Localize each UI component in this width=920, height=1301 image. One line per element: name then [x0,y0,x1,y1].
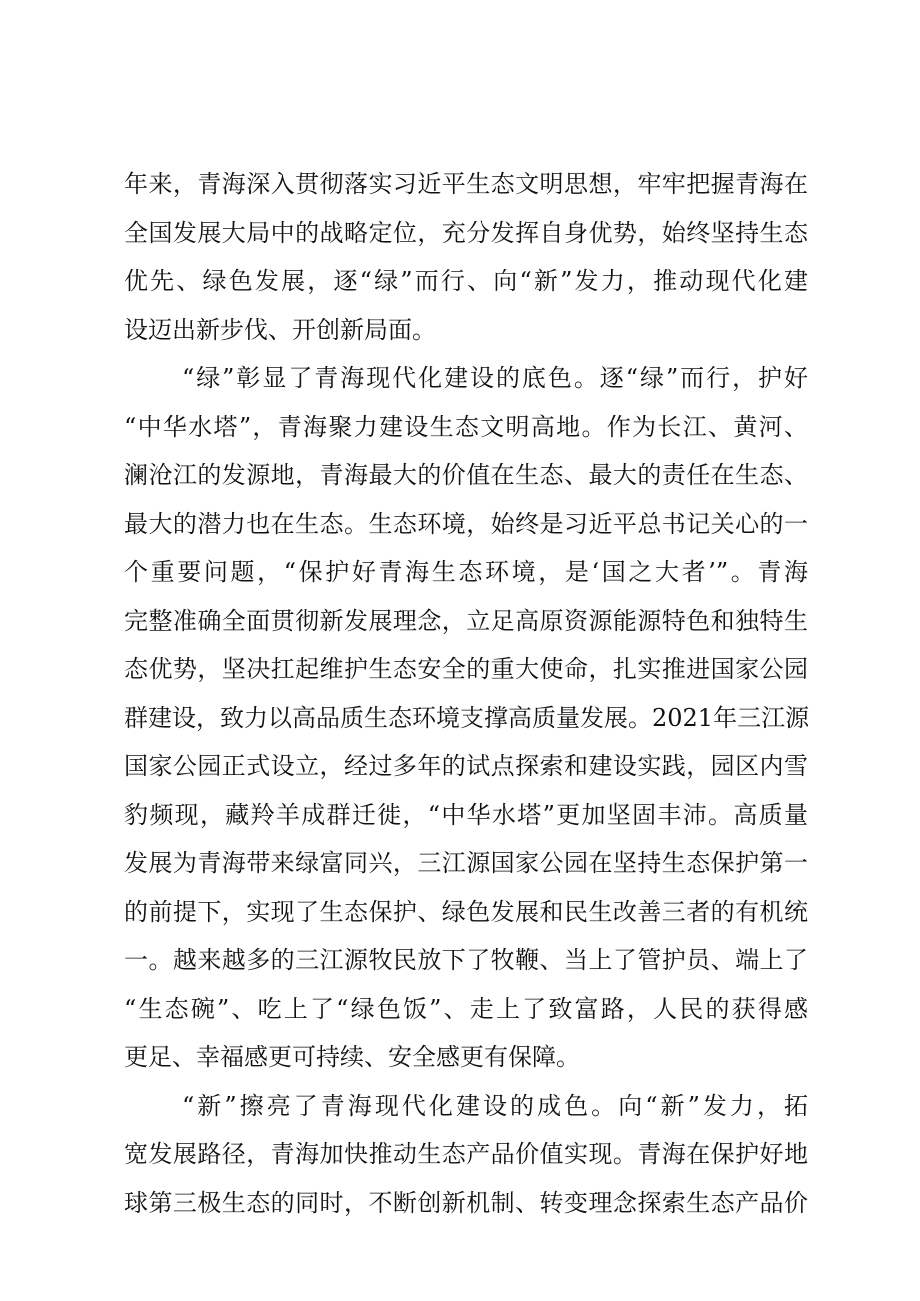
text-line: 一。越来越多的三江源牧民放下了牧鞭、当上了管护员、端上了 [124,946,808,974]
text-line: 设迈出新步伐、开创新局面。 [124,315,436,344]
text-line: 全国发展大局中的战略定位，充分发挥自身优势，始终坚持生态 [124,218,808,247]
text-line: “绿”彰显了青海现代化建设的底色。逐“绿”而行，护好 [182,364,808,392]
text-line: “新”擦亮了青海现代化建设的成色。向“新”发力，拓 [182,1091,808,1120]
text-line: 更足、幸福感更可持续、安全感更有保障。 [124,1043,580,1071]
paragraph-2 [124,354,808,1082]
text-line: 最大的潜力也在生态。生态环境，始终是习近平总书记关心的一 [124,509,808,538]
paragraph-1 [124,160,808,354]
text-line: 态优势，坚决扛起维护生态安全的重大使命，扎实推进国家公园 [124,655,808,683]
text-line: 发展为青海带来绿富同兴，三江源国家公园在坚持生态保护第一 [124,849,808,877]
text-line: 完整准确全面贯彻新发展理念，立足高原资源能源特色和独特生 [124,606,808,635]
text-line: 澜沧江的发源地，青海最大的价值在生态、最大的责任在生态、 [124,461,808,489]
text-line: 的前提下，实现了生态保护、绿色发展和民生改善三者的有机统 [124,897,808,926]
text-line: 国家公园正式设立，经过多年的试点探索和建设实践，园区内雪 [124,752,808,780]
text-line: 球第三极生态的同时，不断创新机制、转变理念探索生态产品价 [124,1188,808,1217]
paragraph-3 [124,1082,808,1228]
text-line: 豹频现，藏羚羊成群迁徙，“中华水塔”更加坚固丰沛。高质量 [124,800,808,829]
text-line: 个重要问题，“保护好青海生态环境，是‘国之大者’”。青海 [124,558,808,586]
text-line: 群建设，致力以高品质生态环境支撑高质量发展。2021年三江源 [124,703,810,732]
text-line: “生态碗”、吃上了“绿色饭”、走上了致富路，人民的获得感 [124,994,808,1023]
document-body [124,160,808,1227]
text-line: 年来，青海深入贯彻落实习近平生态文明思想，牢牢把握青海在 [124,170,808,198]
text-line: 优先、绿色发展，逐“绿”而行、向“新”发力，推动现代化建 [124,267,808,295]
text-line: “中华水塔”，青海聚力建设生态文明高地。作为长江、黄河、 [124,412,808,441]
text-line: 宽发展路径，青海加快推动生态产品价值实现。青海在保护好地 [124,1140,808,1168]
